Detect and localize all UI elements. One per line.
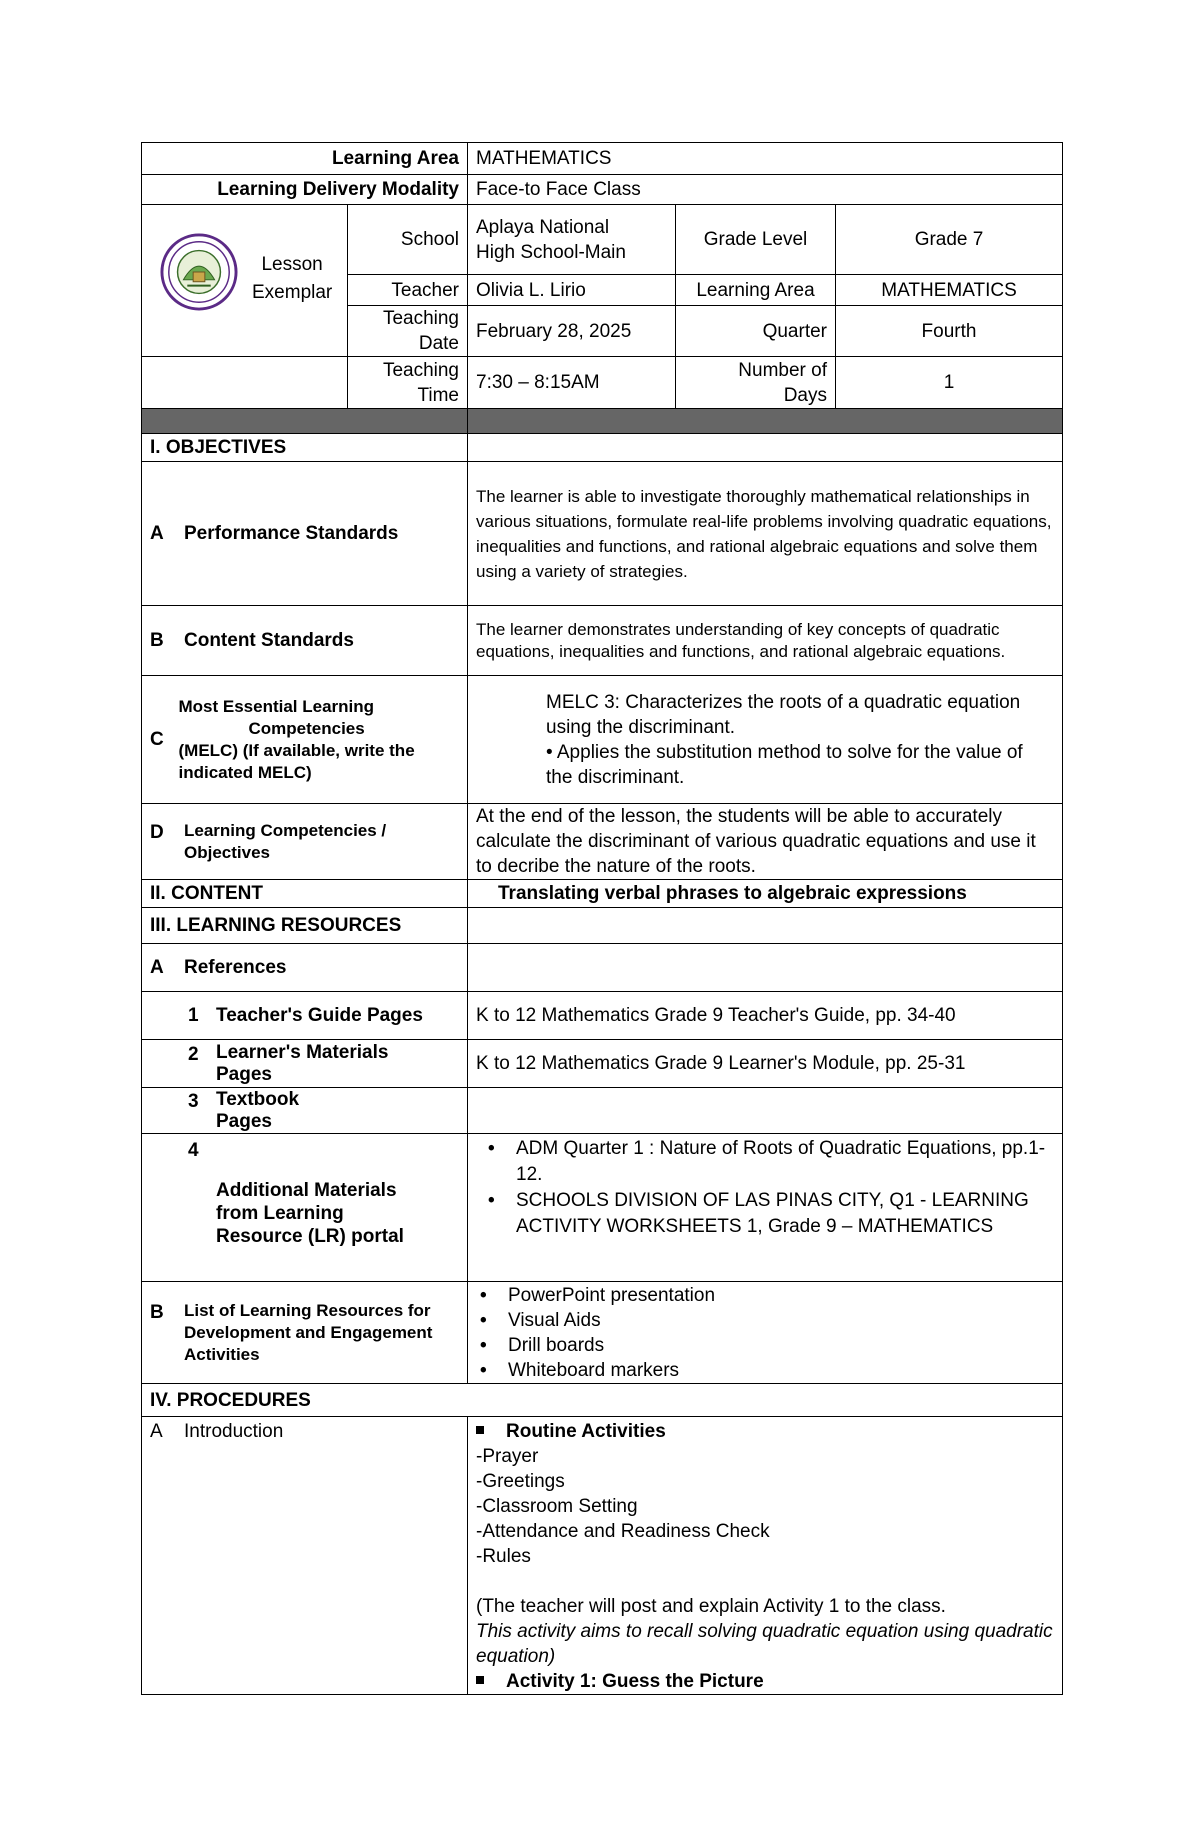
- routine-item: -Rules: [476, 1546, 531, 1567]
- routine-title: Routine Activities: [506, 1421, 666, 1442]
- bullet-square-icon: [476, 1426, 484, 1434]
- days-label-line1: Number of: [738, 359, 827, 381]
- teaching-date-label: Teaching Date: [348, 306, 468, 357]
- procedures-heading: IV. PROCEDURES: [142, 1384, 1063, 1417]
- modality-label: Learning Delivery Modality: [142, 175, 468, 205]
- learning-competencies-value: At the end of the lesson, the students will be able to accurately calculate the discriminant of various quadratic equations and use it to decribe the nature of the roots.: [468, 804, 1063, 880]
- ref-item-2-label: Learner's Materials Pages: [216, 1041, 389, 1085]
- content-value: Translating verbal phrases to algebraic expressions: [468, 880, 1063, 908]
- objective-b-letter: B: [150, 630, 164, 651]
- learning-competencies-label: Learning Competencies / Objectives: [184, 820, 387, 862]
- teaching-time-label: Teaching Time: [348, 357, 468, 409]
- additional-materials-list: [476, 1136, 1054, 1240]
- days-value: 1: [836, 357, 1063, 409]
- teaching-time-value: 7:30 – 8:15AM: [468, 357, 676, 409]
- resources-heading: III. LEARNING RESOURCES: [142, 908, 468, 944]
- content-standards-value: The learner demonstrates understanding of key concepts of quadratic equations, inequalities and functions, and rational algebraic equations.: [468, 606, 1063, 676]
- performance-standards-value: The learner is able to investigate thoroughly mathematical relationships in various situations, formulate real-life problems involving quadratic equations, inequalities and functions, and rational algebraic equations and solve them using a variety of strategies.: [468, 462, 1063, 606]
- routine-item: -Classroom Setting: [476, 1496, 638, 1517]
- ref-item-4-label: Additional Materials from Learning Resource (LR) portal: [216, 1180, 404, 1247]
- additional-materials-item: • SCHOOLS DIVISION OF LAS PINAS CITY, Q1 - LEARNING ACTIVITY WORKSHEETS 1, Grade 9 – MATHEMATICS: [516, 1188, 1054, 1240]
- ref-item-1-label: Teacher's Guide Pages: [216, 1005, 423, 1026]
- school-seal-icon: [160, 233, 238, 311]
- melc-label-line1: Most Essential Learning: [178, 696, 375, 716]
- ref-item-3-label: Textbook Pages: [216, 1088, 300, 1132]
- procedures-a-letter: A: [150, 1421, 163, 1442]
- lesson-table: [141, 142, 1063, 1695]
- days-label-line2: Days: [783, 384, 827, 406]
- grade-level-label: Grade Level: [676, 205, 836, 275]
- learning-resource-item: • PowerPoint presentation: [508, 1283, 1054, 1308]
- learning-resource-item: • Drill boards: [508, 1333, 1054, 1358]
- objective-d-letter: D: [150, 821, 164, 843]
- ref-item-1-num: 1: [188, 1005, 199, 1026]
- resources-a-letter: A: [150, 957, 164, 978]
- ref-item-1-value: K to 12 Mathematics Grade 9 Teacher's Guide, pp. 34-40: [468, 992, 1063, 1040]
- ref-item-3-value: [468, 1088, 1063, 1134]
- content-heading: II. CONTENT: [142, 880, 468, 908]
- teacher-label: Teacher: [348, 275, 468, 306]
- bullet-square-icon: [476, 1676, 484, 1684]
- school-value-line2: High School-Main: [476, 241, 626, 263]
- resources-b-letter: B: [150, 1301, 164, 1323]
- activity-note-line2: This activity aims to recall solving quadratic equation using quadratic equation): [476, 1621, 1053, 1667]
- additional-materials-item: • ADM Quarter 1 : Nature of Roots of Quadratic Equations, pp.1- 12.: [516, 1136, 1054, 1188]
- lesson-exemplar-document: [141, 142, 1062, 1695]
- routine-item: -Prayer: [476, 1446, 539, 1467]
- routine-item: -Attendance and Readiness Check: [476, 1521, 770, 1542]
- ref-item-3-num: 3: [188, 1090, 199, 1112]
- learning-resource-item: • Visual Aids: [508, 1308, 1054, 1333]
- ref-item-2-value: K to 12 Mathematics Grade 9 Learner's Module, pp. 25-31: [468, 1040, 1063, 1088]
- exemplar-label: Exemplar: [252, 282, 333, 303]
- logo-cell: [142, 205, 348, 357]
- objective-c-letter: C: [150, 729, 164, 750]
- teaching-date-value: February 28, 2025: [468, 306, 676, 357]
- learning-area2-value: MATHEMATICS: [836, 275, 1063, 306]
- introduction-label: Introduction: [184, 1421, 284, 1442]
- learning-area-label: Learning Area: [142, 143, 468, 175]
- learning-area-value: MATHEMATICS: [468, 143, 1063, 175]
- ref-item-2-num: 2: [188, 1043, 199, 1065]
- objective-a-letter: A: [150, 523, 164, 544]
- activity-note-line1: (The teacher will post and explain Activity 1 to the class.: [476, 1596, 946, 1617]
- lesson-label: Lesson: [261, 254, 323, 275]
- gray-divider-row: [142, 409, 1063, 434]
- modality-value: Face-to Face Class: [468, 175, 1063, 205]
- quarter-value: Fourth: [836, 306, 1063, 357]
- objectives-heading: I. OBJECTIVES: [142, 434, 468, 462]
- learning-resources-list-label: List of Learning Resources for Development and Engagement Activities: [184, 1300, 433, 1364]
- references-label: References: [184, 957, 287, 978]
- activity-title: Activity 1: Guess the Picture: [506, 1671, 764, 1692]
- learning-resource-item: • Whiteboard markers: [508, 1358, 1054, 1383]
- learning-resources-list: [476, 1283, 1054, 1383]
- routine-item: -Greetings: [476, 1471, 565, 1492]
- melc-value-line2: using the discriminant.: [546, 716, 736, 738]
- teacher-value: Olivia L. Lirio: [468, 275, 676, 306]
- melc-value-line3: • Applies the substitution method to solve for the value of the discriminant.: [546, 741, 1023, 788]
- melc-value-line1: MELC 3: Characterizes the roots of a quadratic equation: [546, 691, 1021, 713]
- content-standards-label: Content Standards: [184, 630, 354, 651]
- ref-item-4-num: 4: [188, 1140, 199, 1161]
- grade-level-value: Grade 7: [836, 205, 1063, 275]
- school-label: School: [348, 205, 468, 275]
- performance-standards-label: Performance Standards: [184, 523, 399, 544]
- quarter-label: Quarter: [676, 306, 836, 357]
- melc-label-line2: Competencies: [248, 718, 365, 738]
- empty-cell: [142, 357, 348, 409]
- learning-area2-label: Learning Area: [676, 275, 836, 306]
- school-value-line1: Aplaya National: [476, 216, 610, 238]
- melc-label-line3: (MELC) (If available, write the indicated MELC): [178, 740, 415, 782]
